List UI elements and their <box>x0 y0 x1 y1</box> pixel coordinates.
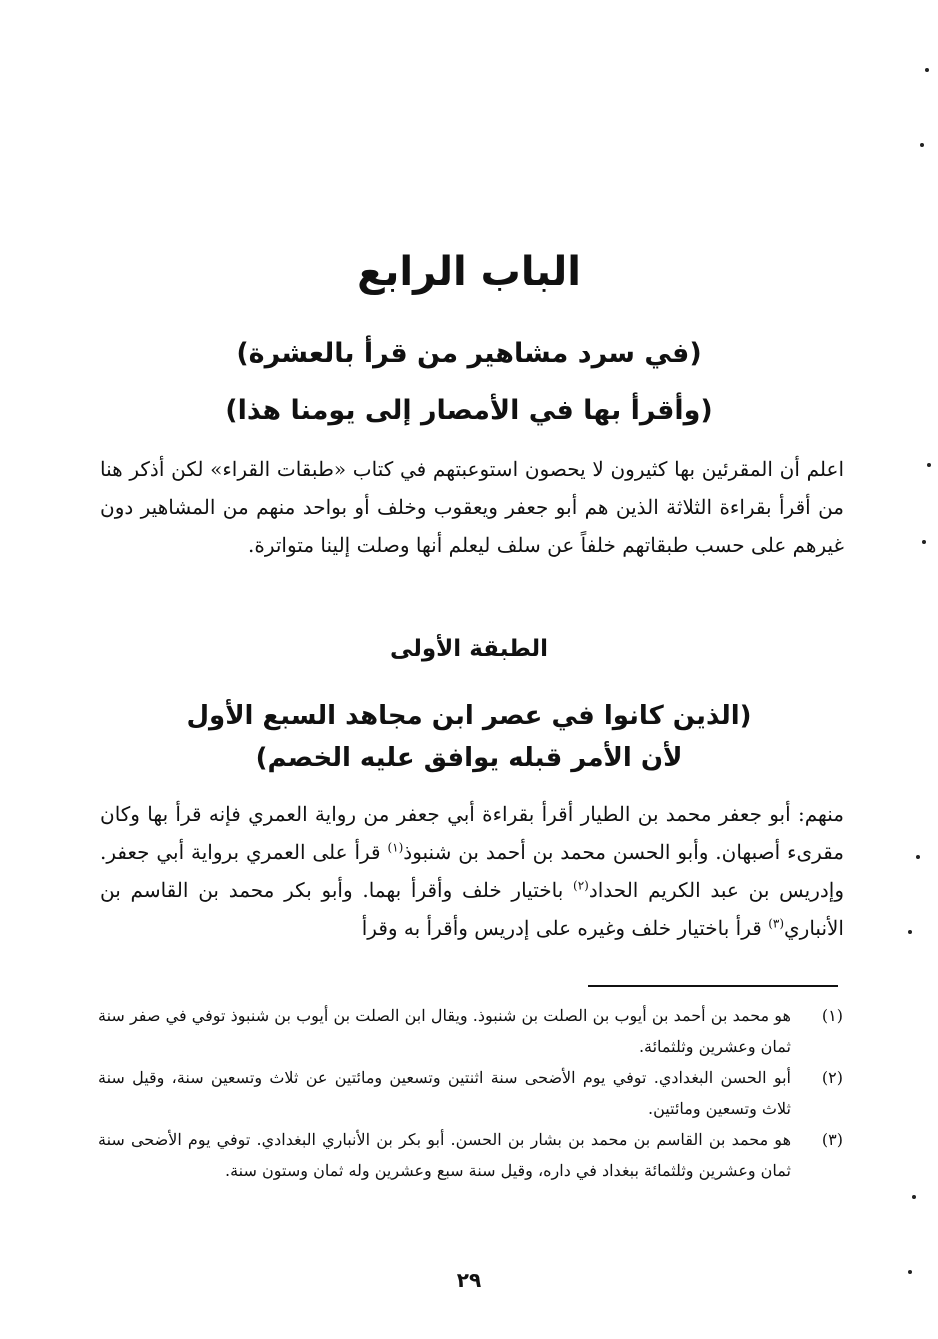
scan-speck <box>916 855 920 859</box>
page-number: ٢٩ <box>456 1268 482 1292</box>
body-text-part-4: قرأ باختيار خلف وغيره على إدريس وأقرأ به وقرأ <box>361 916 769 940</box>
body-text-part-1: منهم: أبو جعفر محمد بن الطيار أقرأ بقراءة أبي جعفر من رواية العمري فإنه قرأ بها وكان مقرىء أصبهان. وأبو الحسن محمد بن أحمد بن شنبوذ <box>100 802 844 864</box>
scan-speck <box>925 68 929 72</box>
section-subtitle-line-1: (الذين كانوا في عصر ابن مجاهد السبع الأول <box>186 701 752 731</box>
scan-speck <box>912 1195 916 1199</box>
footnote-number: (٣) <box>821 1130 843 1149</box>
scan-speck <box>922 540 926 544</box>
body-text-part-2: قرأ على العمري برواية أبي جعفر. وإدريس بن عبد الكريم الحداد <box>100 840 844 902</box>
scan-speck <box>908 1270 912 1274</box>
footnote-text: هو محمد بن القاسم بن محمد بن بشار بن الحسن. أبو بكر بن الأنباري البغدادي. توفي يوم الأضحى سنة ثمان وعشرين وثلثمائة ببغداد في داره، وقيل سنة سبع وعشرين وله ثمان وستون سنة. <box>98 1130 792 1180</box>
footnote-3 <box>98 1124 843 1186</box>
body-paragraph <box>100 795 844 947</box>
footnote-number: (٢) <box>821 1068 843 1087</box>
footnote-1 <box>98 1000 843 1062</box>
footnote-ref-3[interactable]: (٣) <box>768 916 785 931</box>
section-subtitle-line-2: لأن الأمر قبله يوافق عليه الخصم) <box>255 743 683 773</box>
footnote-number: (١) <box>821 1006 843 1025</box>
chapter-subtitle-line-1: (في سرد مشاهير من قرأ بالعشرة) <box>236 338 702 369</box>
footnote-ref-2[interactable]: (٢) <box>573 878 589 893</box>
footnote-text: أبو الحسن البغدادي. توفي يوم الأضحى سنة اثنتين وتسعين ومائتين عن ثلاث وتسعين سنة، وقيل سنة ثلاث وتسعين ومائتين. <box>98 1068 791 1118</box>
scan-speck <box>908 930 912 934</box>
footnote-2 <box>98 1062 843 1124</box>
scan-speck <box>920 143 924 147</box>
chapter-title: الباب الرابع <box>357 249 581 295</box>
intro-paragraph: اعلم أن المقرئين بها كثيرون لا يحصون استوعبتهم في كتاب «طبقات القراء» لكن أذكر هنا من أقرأ بقراءة الثلاثة الذين هم أبو جعفر ويعقوب وخلف أو بواحد منهم من المشاهير دون غيرهم على حسب طبقاتهم خلفاً عن سلف ليعلم أنها وصلت إلينا متواترة. <box>100 457 844 557</box>
section-title: الطبقة الأولى <box>389 636 549 662</box>
footnote-separator <box>588 985 838 987</box>
chapter-subtitle-line-2: (وأقرأ بها في الأمصار إلى يومنا هذا) <box>225 395 713 426</box>
footnotes <box>98 1000 843 1186</box>
footnote-ref-1[interactable]: (١) <box>387 840 404 855</box>
footnote-text: هو محمد بن أحمد بن أيوب بن الصلت بن شنبوذ. ويقال ابن الصلت بن أيوب بن شنبوذ توفي في صفر سنة ثمان وعشرين وثلثمائة. <box>98 1006 791 1056</box>
scan-speck <box>927 463 931 467</box>
body-text-part-3: باختيار خلف وأقرأ بهما. وأبو بكر محمد بن القاسم بن الأنباري <box>100 878 844 940</box>
